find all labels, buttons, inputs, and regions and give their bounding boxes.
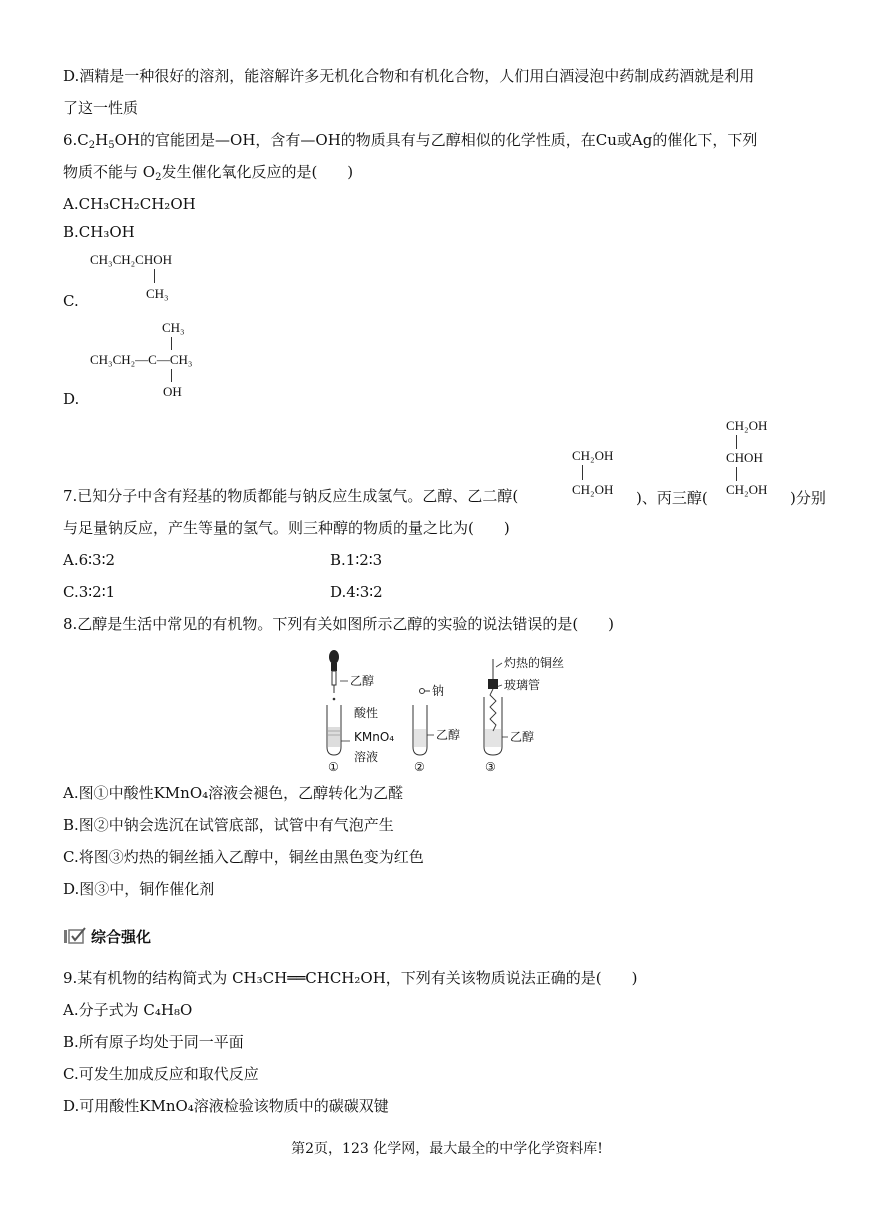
figure3-label-ethanol: 乙醇 bbox=[510, 730, 535, 744]
section-title: 综合强化 bbox=[91, 928, 152, 946]
q7-glycol-top: CH₂OH bbox=[572, 448, 614, 463]
q6-option-d-label: D. bbox=[63, 390, 80, 408]
figure2-test-tube bbox=[413, 705, 427, 755]
q7-glycerol-bond-2 bbox=[736, 467, 737, 481]
checklist-icon bbox=[63, 927, 87, 945]
figure1-dropper bbox=[329, 650, 339, 700]
q7-option-c: C.3∶2∶1 bbox=[63, 583, 116, 601]
figure3-label-copper: 灼热的铜丝 bbox=[504, 656, 565, 670]
q7-glycerol-top: CH₂OH bbox=[726, 418, 768, 433]
q6-option-d-bottom: OH bbox=[163, 384, 182, 399]
q7-stem-a: 7.已知分子中含有羟基的物质都能与钠反应生成氢气。乙醇、乙二醇( bbox=[63, 487, 519, 505]
figure1-label-kmno4: KMnO₄ bbox=[354, 730, 395, 744]
q7-glycerol-bottom: CH₂OH bbox=[726, 482, 768, 497]
q9-option-c: C.可发生加成反应和取代反应 bbox=[63, 1065, 259, 1083]
figure1-number: ① bbox=[328, 760, 339, 774]
q6-option-a: A.CH₃CH₂CH₂OH bbox=[63, 195, 196, 213]
figure3-label-glass: 玻璃管 bbox=[504, 678, 541, 692]
figure2-label-ethanol: 乙醇 bbox=[436, 728, 461, 742]
figure1-label-ethanol: 乙醇 bbox=[350, 674, 375, 688]
q5-option-d-line2: 了这一性质 bbox=[63, 99, 139, 117]
q6-option-b: B.CH₃OH bbox=[63, 223, 135, 241]
q8-option-c: C.将图③灼热的铜丝插入乙醇中，铜丝由黑色变为红色 bbox=[63, 848, 424, 866]
q6-option-d-main: CH₃CH₂—C—CH₃ bbox=[90, 352, 193, 367]
figure1-test-tube bbox=[327, 705, 341, 755]
q8-option-d: D.图③中，铜作催化剂 bbox=[63, 880, 215, 898]
q6-option-d-bond-top bbox=[171, 337, 172, 350]
figure3-glass-tube bbox=[484, 659, 502, 755]
section-heading bbox=[63, 926, 151, 947]
figure2-number: ② bbox=[414, 760, 425, 774]
q6-option-d-bond-bottom bbox=[171, 369, 172, 382]
q9-stem: 9.某有机物的结构简式为 CH₃CH══CHCH₂OH，下列有关该物质说法正确的是( ) bbox=[63, 969, 638, 987]
q7-glycerol-bond-1 bbox=[736, 435, 737, 449]
q6-option-c-main: CH₃CH₂CHOH bbox=[90, 252, 173, 267]
q8-option-b: B.图②中钠会选沉在试管底部，试管中有气泡产生 bbox=[63, 816, 394, 834]
q7-stem-b: )、丙三醇( bbox=[636, 489, 708, 507]
figure3-number: ③ bbox=[485, 760, 496, 774]
page-footer: 第2页，123 化学网，最大最全的中学化学资料库! bbox=[291, 1141, 603, 1157]
q9-option-a: A.分子式为 C₄H₈O bbox=[63, 1001, 193, 1019]
q6-stem-line2: 物质不能与 $O_2$发生催化氧化反应的是( ) bbox=[63, 163, 354, 183]
figure2-label-sodium: 钠 bbox=[432, 684, 445, 698]
q9-option-b: B.所有原子均处于同一平面 bbox=[63, 1033, 244, 1051]
figure2-sodium bbox=[420, 689, 431, 694]
q8-experiment-figure bbox=[310, 645, 590, 775]
q7-option-d: D.4∶3∶2 bbox=[330, 583, 383, 601]
q9-option-d: D.可用酸性KMnO₄溶液检验该物质中的碳碳双键 bbox=[63, 1097, 389, 1115]
q6-option-d-top: CH₃ bbox=[162, 320, 185, 335]
q8-stem: 8.乙醇是生活中常见的有机物。下列有关如图所示乙醇的实验的说法错误的是( ) bbox=[63, 615, 615, 633]
q7-stem-line2: 与足量钠反应，产生等量的氢气。则三种醇的物质的量之比为( ) bbox=[63, 519, 510, 537]
q6-option-c-branch: CH₃ bbox=[146, 286, 169, 301]
q7-stem-c: )分别 bbox=[790, 489, 826, 507]
q8-option-a: A.图①中酸性KMnO₄溶液会褪色，乙醇转化为乙醛 bbox=[63, 784, 404, 802]
q5-option-d-line1: D.酒精是一种很好的溶剂，能溶解许多无机化合物和有机化合物，人们用白酒浸泡中药制成药酒就是利用 bbox=[63, 67, 755, 85]
figure1-label-solution: 溶液 bbox=[354, 750, 379, 764]
figure1-label-acidic: 酸性 bbox=[354, 706, 379, 720]
q7-glycerol-mid: CHOH bbox=[726, 450, 763, 465]
q7-option-a: A.6∶3∶2 bbox=[63, 551, 116, 569]
q6-option-c-bond bbox=[154, 269, 155, 283]
q6-option-c-label: C. bbox=[63, 292, 79, 310]
q6-stem-line1: $6.C_2H_5OH$的官能团是—OH，含有—OH的物质具有与乙醇相似的化学性质，在Cu或Ag的催化下，下列 bbox=[63, 131, 758, 151]
q7-option-b: B.1∶2∶3 bbox=[330, 551, 383, 569]
q7-glycol-bond bbox=[582, 465, 583, 480]
q7-glycol-bottom: CH₂OH bbox=[572, 482, 614, 497]
